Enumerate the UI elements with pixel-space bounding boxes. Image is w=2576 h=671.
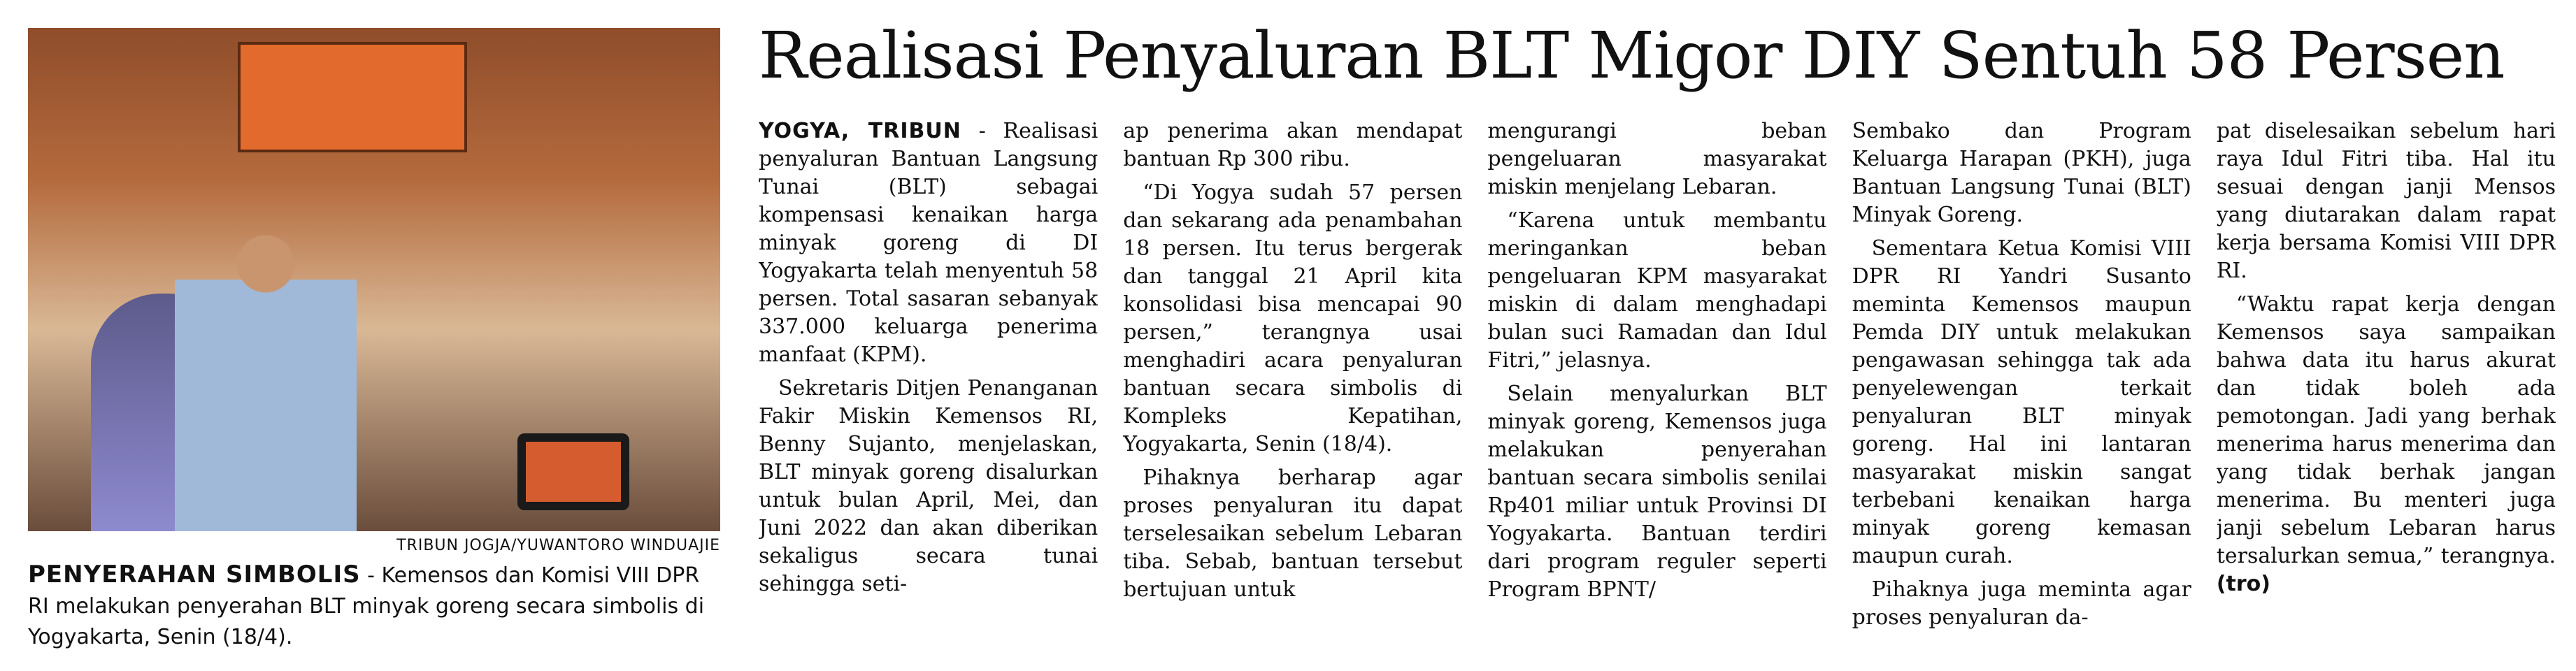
article-paragraph: “Karena untuk membantu meringankan beban pengeluaran KPM masyarakat miskin di dalam menghadapi bulan suci Ramadan dan Idul Fitri,” jelasnya. bbox=[1487, 208, 1827, 373]
photo-phone-camera bbox=[517, 433, 629, 510]
headline: Realisasi Penyaluran BLT Migor DIY Sentuh 58 Persen bbox=[759, 18, 2505, 93]
article-column-2 bbox=[1123, 117, 1462, 663]
article-paragraph: YOGYA, TRIBUN - Realisasi penyaluran Bantuan Langsung Tunai (BLT) sebagai kompensasi kenaikan harga minyak goreng di DI Yogyakarta telah menyentuh 58 persen. Total sasaran sebanyak 337.000 keluarga penerima manfaat (KPM). bbox=[759, 119, 1099, 367]
article-paragraph: Pihaknya berharap agar proses penyaluran itu dapat terselesaikan sebelum Lebaran tiba. Sebab, bantuan tersebut bertujuan untuk bbox=[1123, 466, 1463, 602]
dateline: YOGYA, TRIBUN bbox=[759, 119, 961, 143]
photo-backdrop-screen bbox=[238, 42, 467, 152]
article-paragraph: Sementara Ketua Komisi VIII DPR RI Yandri Susanto meminta Kemensos maupun Pemda DIY untuk melakukan pengawasan sehingga tak ada penyelewengan terkait penyaluran BLT minyak goreng. Hal ini lantaran masyarakat miskin sangat terbebani kenaikan harga minyak goreng kemasan maupun curah. bbox=[1852, 236, 2191, 568]
author-code: (tro) bbox=[2216, 572, 2270, 596]
article-paragraph: Pihaknya juga meminta agar proses penyaluran da- bbox=[1852, 577, 2191, 630]
news-photo bbox=[28, 28, 720, 531]
caption-text: - Kemensos dan Komisi VIII DPR RI melakukan penyerahan BLT minyak goreng secara simbolis di Yogyakarta, Senin (18/4). bbox=[28, 563, 705, 649]
article-paragraph: Sekretaris Ditjen Penanganan Fakir Miskin Kemensos RI, Benny Sujanto, menjelaskan, BLT minyak goreng disalurkan untuk bulan April, Mei, dan Juni 2022 dan akan diberikan sekaligus secara tunai sehingga seti- bbox=[759, 376, 1099, 596]
article-column-5 bbox=[2217, 117, 2556, 663]
photo-credit: TRIBUN JOGJA/YUWANTORO WINDUAJIE bbox=[396, 537, 720, 554]
article-body bbox=[759, 117, 2556, 663]
article-column-1 bbox=[759, 117, 1098, 663]
article-paragraph: Selain menyalurkan BLT minyak goreng, Kemensos juga melakukan penyerahan bantuan secara simbolis senilai Rp401 miliar untuk Provinsi DI Yogyakarta. Bantuan terdiri dari program reguler seperti Program BPNT/ bbox=[1487, 382, 1827, 602]
article-paragraph: ap penerima akan mendapat bantuan Rp 300 ribu. bbox=[1123, 119, 1463, 171]
photo-caption bbox=[28, 559, 720, 653]
photo-official-figure bbox=[175, 217, 357, 531]
article-column-4 bbox=[1852, 117, 2191, 663]
article-paragraph: pat diselesaikan sebelum hari raya Idul Fitri tiba. Hal itu sesuai dengan janji Mensos yang diutarakan dalam rapat kerja bersama Komisi VIII DPR RI. bbox=[2216, 119, 2556, 283]
article-paragraph: Sembako dan Program Keluarga Harapan (PKH), juga Bantuan Langsung Tunai (BLT) Minyak Goreng. bbox=[1852, 119, 2191, 227]
article-column-3 bbox=[1487, 117, 1826, 663]
article-paragraph: “Di Yogya sudah 57 persen dan sekarang ada penambahan 18 persen. Itu terus bergerak dan tanggal 21 April kita konsolidasi bisa mencapai 90 persen,” terangnya usai menghadiri acara penyaluran bantuan secara simbolis di Kompleks Kepatihan, Yogyakarta, Senin (18/4). bbox=[1123, 180, 1463, 456]
article-paragraph: mengurangi beban pengeluaran masyarakat miskin menjelang Lebaran. bbox=[1487, 119, 1827, 199]
caption-title: PENYERAHAN SIMBOLIS bbox=[28, 561, 361, 589]
article-paragraph: “Waktu rapat kerja dengan Kemensos saya sampaikan bahwa data itu harus akurat dan tidak boleh ada pemotongan. Jadi yang berhak menerima harus menerima dan yang tidak berhak jangan menerima. Bu menteri juga janji sebelum Lebaran harus tersalurkan semua,” terangnya. (tro) bbox=[2216, 292, 2556, 596]
